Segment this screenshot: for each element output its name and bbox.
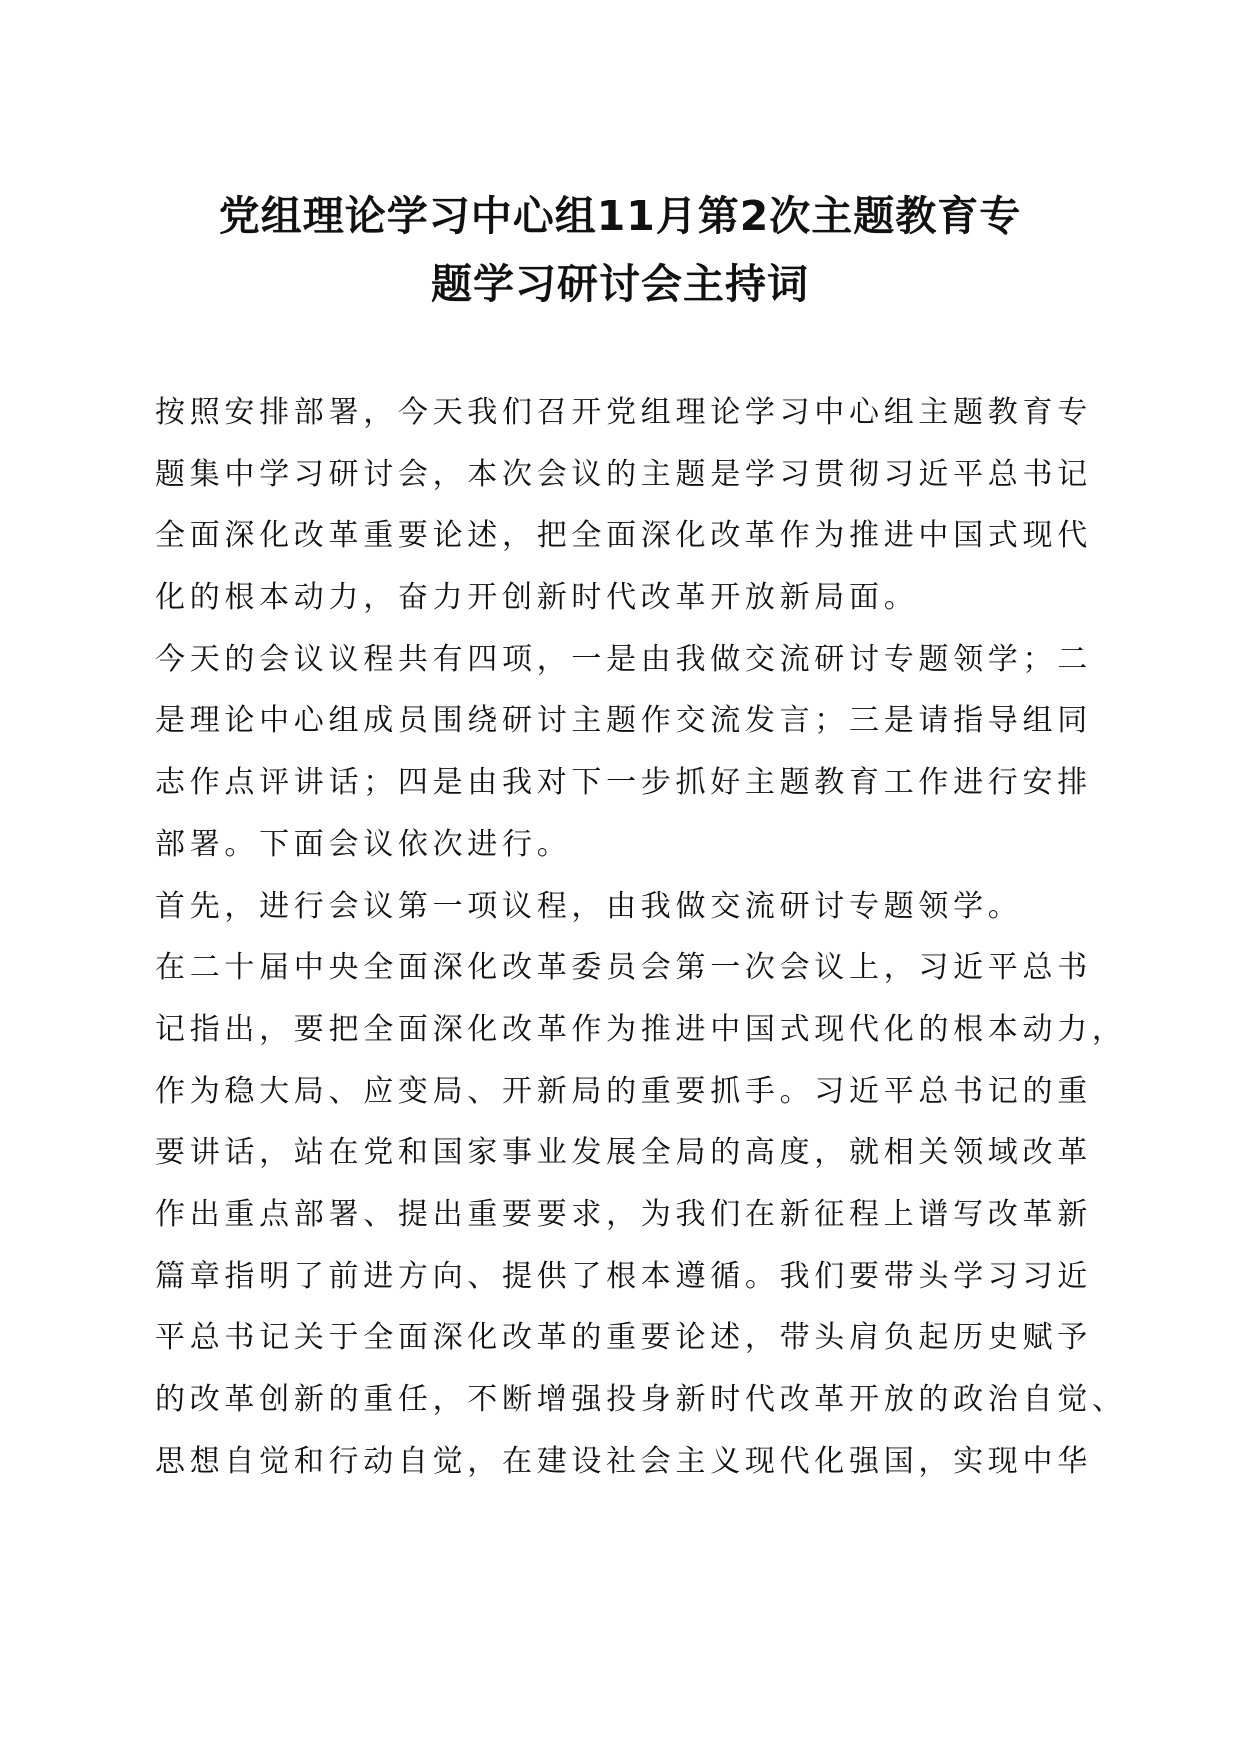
body-line: 按照安排部署，今天我们召开党组理论学习中心组主题教育专	[155, 395, 1092, 430]
body-line: 化的根本动力，奋力开创新时代改革开放新局面。	[155, 580, 919, 616]
body-line: 平总书记关于全面深化改革的重要论述，带头肩负起历史赋予	[155, 1320, 1092, 1356]
body-line: 在二十届中央全面深化改革委员会第一次会议上，习近平总书	[155, 950, 1092, 986]
title-line-1: 党组理论学习中心组11月第2次主题教育专	[218, 192, 1022, 240]
body-line: 是理论中心组成员围绕研讨主题作交流发言；三是请指导组同	[155, 703, 1092, 739]
body-line: 记指出，要把全面深化改革作为推进中国式现代化的根本动力，	[155, 1011, 1127, 1047]
document-title	[100, 182, 1140, 318]
body-line: 今天的会议议程共有四项，一是由我做交流研讨专题领学；二	[155, 641, 1092, 677]
body-line: 要讲话，站在党和国家事业发展全局的高度，就相关领域改革	[155, 1135, 1092, 1171]
body-line: 首先，进行会议第一项议程，由我做交流研讨专题领学。	[155, 888, 1023, 924]
body-line: 题集中学习研讨会，本次会议的主题是学习贯彻习近平总书记	[155, 456, 1092, 492]
body-line: 全面深化改革重要论述，把全面深化改革作为推进中国式现代	[155, 518, 1092, 554]
document-body	[155, 382, 1127, 1492]
body-line: 的改革创新的重任，不断增强投身新时代改革开放的政治自觉、	[155, 1382, 1127, 1417]
title-line-2: 题学习研讨会主持词	[431, 260, 809, 308]
body-line: 篇章指明了前进方向、提供了根本遵循。我们要带头学习习近	[155, 1258, 1092, 1294]
body-line: 志作点评讲话；四是由我对下一步抓好主题教育工作进行安排	[155, 765, 1092, 801]
body-line: 作出重点部署、提出重要要求，为我们在新征程上谱写改革新	[155, 1196, 1092, 1232]
body-line: 作为稳大局、应变局、开新局的重要抓手。习近平总书记的重	[155, 1073, 1092, 1109]
body-line: 思想自觉和行动自觉，在建设社会主义现代化强国，实现中华	[155, 1443, 1092, 1479]
body-line: 部署。下面会议依次进行。	[155, 826, 572, 862]
